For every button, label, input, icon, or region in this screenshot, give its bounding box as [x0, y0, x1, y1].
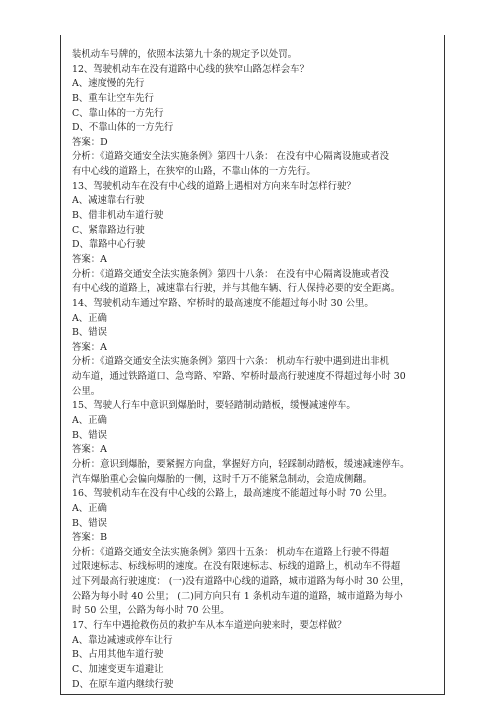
question-15: 15、驾驶人行车中意识到爆胎时，要轻踏制动踏板，缓慢减速停车。: [72, 400, 356, 412]
analysis-cont: 过限速标志、标线标明的速度。在没有限速标志、标线的道路上，机动车不得超: [72, 561, 401, 573]
analysis-cont: 有中心线的道路上，在狭窄的山路，不靠山体的一方先行。: [72, 166, 316, 178]
option-d: D、不靠山体的一方先行: [72, 122, 174, 134]
answer: 答案：A: [72, 444, 107, 456]
option-d: D、在原车道内继续行驶: [72, 678, 174, 690]
answer: 答案：B: [72, 532, 108, 544]
text-line: 装机动车号牌的，依照本法第九十条的规定予以处罚。: [72, 49, 298, 60]
document-body: [72, 48, 438, 692]
option-b: B、借非机动车道行驶: [72, 210, 164, 222]
option-a: A、减速靠右行驶: [72, 195, 145, 207]
analysis-cont: 时 50 公里，公路为每小时 70 公里。: [72, 605, 230, 617]
analysis: 分析：《道路交通安全法实施条例》第四十六条： 机动车行驶中遇到进出非机: [72, 356, 390, 368]
analysis: 分析：《道路交通安全法实施条例》第四十八条： 在没有中心隔离设施或者没: [72, 268, 390, 280]
answer: 答案：A: [72, 341, 107, 353]
option-a: A、正确: [72, 312, 107, 324]
option-b: B、重车让空车先行: [72, 92, 154, 104]
analysis-cont: 公路为每小时 40 公里； (二)同方向只有 1 条机动车道的道路，城市道路为每小: [72, 590, 403, 602]
analysis: 分析：《道路交通安全法实施条例》第四十五条： 机动车在道路上行驶不得超: [72, 546, 390, 558]
option-a: A、靠边减速或停车让行: [72, 634, 173, 646]
option-b: B、占用其他车道行驶: [72, 649, 164, 661]
option-a: A、正确: [72, 415, 107, 427]
analysis-cont: 公里。: [72, 385, 101, 397]
analysis-cont: 有中心线的道路上，减速靠右行驶，并与其他车辆、行人保持必要的安全距离。: [72, 283, 401, 295]
answer: 答案：D: [72, 136, 108, 148]
question-12: 12、驾驶机动车在没有道路中心线的狭窄山路怎样会车？: [72, 63, 309, 75]
analysis: 分析：《道路交通安全法实施条例》第四十八条： 在没有中心隔离设施或者没: [72, 151, 390, 163]
question-14: 14、驾驶机动车通过窄路、窄桥时的最高速度不能超过每小时 30 公里。: [72, 297, 374, 309]
option-a: A、正确: [72, 502, 107, 514]
option-a: A、速度慢的先行: [72, 78, 145, 90]
option-c: C、靠山体的一方先行: [72, 107, 164, 119]
analysis-cont: 汽车爆胎重心会偏向爆胎的一侧，这时千万不能紧急制动，会造成侧翻。: [72, 473, 373, 485]
analysis-cont: 过下列最高行驶速度： (一)没有道路中心线的道路，城市道路为每小时 30 公里，: [72, 576, 410, 588]
option-c: C、加速变更车道避让: [72, 663, 164, 675]
option-d: D、靠路中心行驶: [72, 239, 146, 251]
option-b: B、错误: [72, 327, 108, 339]
option-b: B、错误: [72, 429, 108, 441]
analysis-cont: 动车道，通过铁路道口、急弯路、窄路、窄桥时最高行驶速度不得超过每小时 30: [72, 371, 406, 383]
answer: 答案：A: [72, 253, 107, 265]
question-17: 17、行车中遇抢救伤员的救护车从本车道逆向驶来时，要怎样做？: [72, 619, 347, 631]
question-16: 16、驾驶机动车在没有中心线的公路上，最高速度不能超过每小时 70 公里。: [72, 488, 393, 500]
option-b: B、错误: [72, 517, 108, 529]
analysis: 分析：意识到爆胎，要紧握方向盘，掌握好方向，轻踩制动踏板，缓速减速停车。: [72, 458, 410, 470]
question-13: 13、驾驶机动车在没有中心线的道路上遇相对方向来车时怎样行驶？: [72, 180, 356, 192]
option-c: C、紧靠路边行驶: [72, 224, 145, 236]
